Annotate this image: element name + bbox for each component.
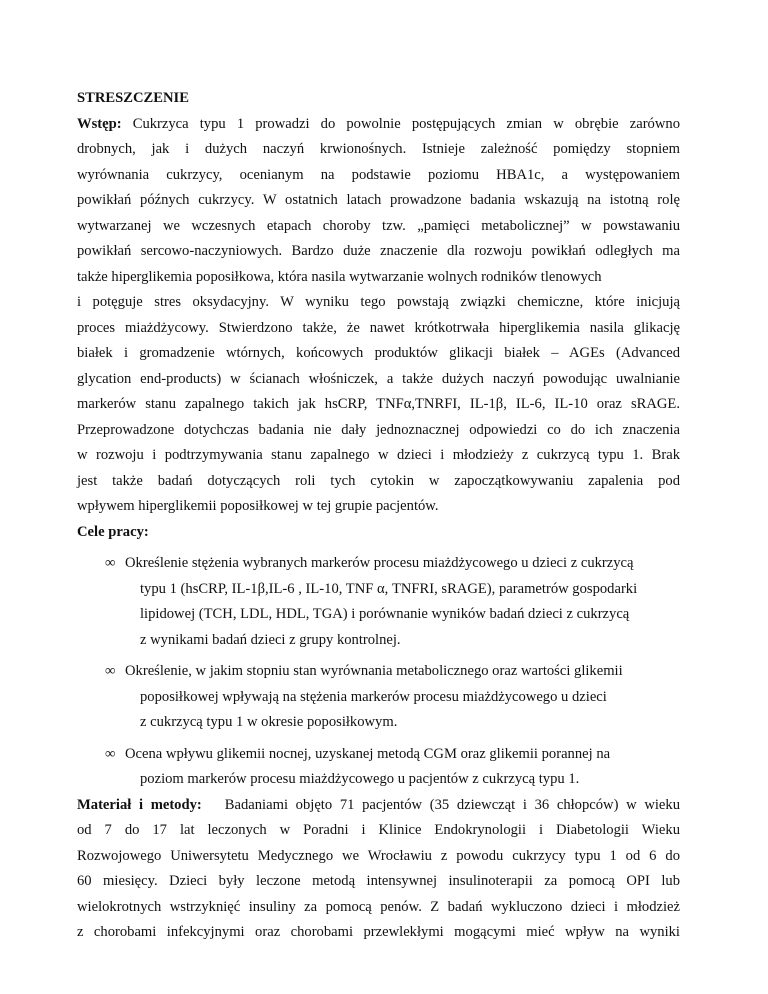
list-item: ∞ Ocena wpływu glikemii nocnej, uzyskanej metodą CGM oraz glikemii porannej na poziom markerów procesu miażdżycowego u pacjentów z cukrzycą typu 1.: [77, 742, 680, 793]
intro-line: w rozwoju i podtrzymywania stanu zapalnego w dzieci i młodzieży z cukrzycą typu 1. Brak: [77, 447, 680, 463]
intro-line: glycation end-products) w ścianach włośniczek, a także dużych naczyń powodując uwalnianie: [77, 370, 680, 387]
intro-line: Przeprowadzone dotychczas badania nie dały jednoznacznej odpowiedzi co do ich znaczenia: [77, 421, 680, 438]
list-item: ∞ Określenie stężenia wybranych markerów procesu miażdżycowego u dzieci z cukrzycą typu 1 (hsCRP, IL-1β,IL-6 , IL-10, TNF α, TNFRI, sRAGE), parametrów gospodarki lipidowej (TCH, LDL, HDL, TGA) i porównanie wyników badań dzieci z cukrzycą z wynikami badań dzieci z grupy kontrolnej.: [77, 551, 680, 653]
intro-line: białek i gromadzenie wtórnych, końcowych produktów glikacji białek – AGEs (Advanced: [77, 345, 680, 361]
section-title: STRESZCZENIE: [77, 90, 189, 106]
methods-line: od 7 do 17 lat leczonych w Poradni i Klinice Endokrynologii i Diabetologii Wieku: [77, 822, 680, 838]
intro-line: Wstęp: Cukrzyca typu 1 prowadzi do powolnie postępujących zmian w obrębie zarówno: [77, 115, 680, 132]
goals-list: [77, 551, 680, 793]
methods-line: 60 miesięcy. Dzieci były leczone metodą intensywnej insulinoterapii za pomocą OPI lub: [77, 873, 680, 889]
intro-line: jest także badań dotyczących roli tych cytokin w zapoczątkowywaniu zapalenia pod: [77, 472, 680, 489]
intro-line: wytwarzanej we wczesnych etapach choroby tzw. „pamięci metabolicznej” w powstawaniu: [77, 217, 680, 234]
intro-paragraph: [77, 112, 680, 520]
intro-line: wyrównania cukrzycy, ocenianym na podstawie poziomu HBA1c, a występowaniem: [77, 166, 680, 183]
goals-label: Cele pracy:: [77, 523, 149, 540]
intro-line: i potęguje stres oksydacyjny. W wyniku tego powstają związki chemiczne, które inicjują: [77, 294, 680, 310]
methods-label: Materiał i metody:: [77, 796, 202, 813]
list-item: ∞ Określenie, w jakim stopniu stan wyrównania metabolicznego oraz wartości glikemii poposiłkowej wpływają na stężenia markerów procesu miażdżycowego u dzieci z cukrzycą typu 1 w okresie poposiłkowym.: [77, 659, 680, 736]
document-page: [77, 86, 680, 946]
methods-line: z chorobami infekcyjnymi oraz chorobami przewlekłymi mogącymi mieć wpływ na wyniki: [77, 924, 680, 940]
infinity-bullet-icon: ∞: [105, 555, 116, 571]
intro-line: także hiperglikemia poposiłkowa, która nasila wytwarzanie wolnych rodników tlenowych: [77, 268, 602, 285]
methods-line: Rozwojowego Uniwersytetu Medycznego we Wrocławiu z powodu cukrzycy typu 1 od 6 do: [77, 847, 680, 864]
methods-line: Materiał i metody: Badaniami objęto 71 pacjentów (35 dziewcząt i 36 chłopców) w wieku: [77, 796, 680, 813]
infinity-bullet-icon: ∞: [105, 663, 116, 679]
intro-line: drobnych, jak i dużych naczyń krwionośnych. Istnieje zależność pomiędzy stopniem: [77, 141, 680, 157]
methods-paragraph: [77, 793, 680, 946]
methods-line: wielokrotnych wstrzyknięć insuliny za pomocą penów. Z badań wykluczono dzieci i młodzież: [77, 898, 680, 915]
intro-label: Wstęp:: [77, 115, 122, 132]
intro-line: wpływem hiperglikemii poposiłkowej w tej grupie pacjentów.: [77, 498, 439, 514]
intro-line: markerów stanu zapalnego takich jak hsCRP, TNFα,TNRFI, IL-1β, IL-6, IL-10 oraz sRAGE.: [77, 396, 680, 412]
infinity-bullet-icon: ∞: [105, 745, 116, 762]
intro-line: powikłań sercowo-naczyniowych. Bardzo duże znaczenie dla rozwoju powikłań odległych ma: [77, 243, 680, 259]
intro-line: proces miażdżycowy. Stwierdzono także, że nawet krótkotrwała hiperglikemia nasila glikację: [77, 319, 680, 336]
intro-line: powikłań późnych cukrzycy. W ostatnich latach prowadzone badania wskazują na istotną rolę: [77, 192, 680, 208]
